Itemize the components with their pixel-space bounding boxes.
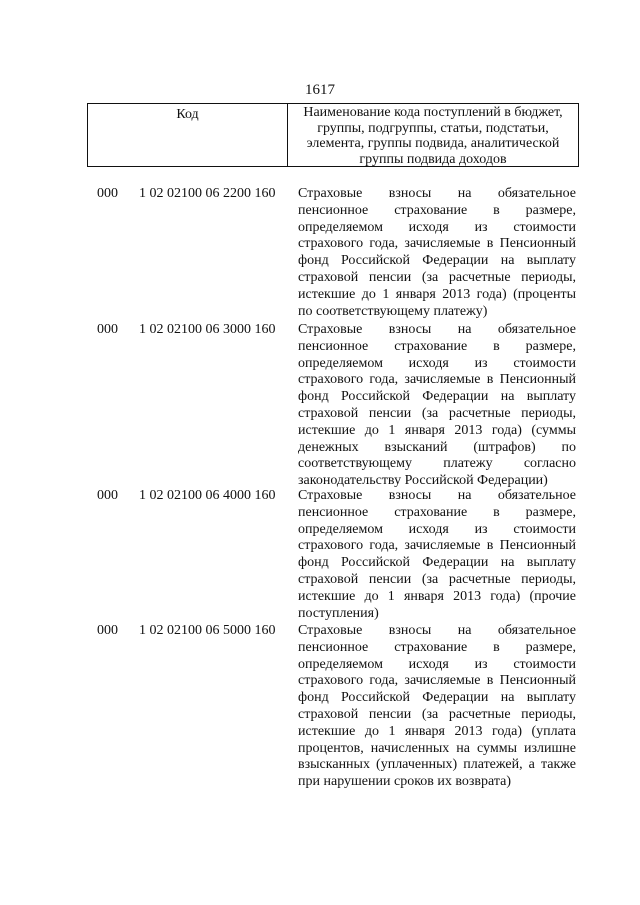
row-prefix: 000 <box>97 186 118 201</box>
row-code: 1 02 02100 06 3000 160 <box>139 322 276 337</box>
row-description: Страховые взносы на обязательное пенсионное страхование в размере, определяемом исходя из стоимости страхового года, зачисляемые в Пенсионный фонд Российской Федерации на выплату страховой пенсии (за расчетные периоды, истекшие до 1 января 2013 года) (проценты по соответствующему платежу) <box>298 186 576 319</box>
row-description: Страховые взносы на обязательное пенсионное страхование в размере, определяемом исходя из стоимости страхового года, зачисляемые в Пенсионный фонд Российской Федерации на выплату страховой пенсии (за расчетные периоды, истекшие до 1 января 2013 года) (уплата процентов, начисленных на суммы излишне взысканных (уплаченных) платежей, а также при нарушении сроков их возврата) <box>298 623 576 790</box>
row-prefix: 000 <box>97 623 118 638</box>
header-code-label: Код <box>88 104 288 166</box>
page-number: 1617 <box>305 82 335 98</box>
table-header <box>87 103 579 167</box>
row-code: 1 02 02100 06 4000 160 <box>139 488 276 503</box>
row-description: Страховые взносы на обязательное пенсионное страхование в размере, определяемом исходя из стоимости страхового года, зачисляемые в Пенсионный фонд Российской Федерации на выплату страховой пенсии (за расчетные периоды, истекшие до 1 января 2013 года) (прочие поступления) <box>298 488 576 621</box>
row-code: 1 02 02100 06 5000 160 <box>139 623 276 638</box>
row-code: 1 02 02100 06 2200 160 <box>139 186 276 201</box>
header-name-label: Наименование кода поступлений в бюджет, группы, подгруппы, статьи, подстатьи, элемента, группы подвида, аналитической группы подвида доходов <box>303 105 563 167</box>
row-prefix: 000 <box>97 488 118 503</box>
row-prefix: 000 <box>97 322 118 337</box>
row-description: Страховые взносы на обязательное пенсионное страхование в размере, определяемом исходя из стоимости страхового года, зачисляемые в Пенсионный фонд Российской Федерации на выплату страховой пенсии (за расчетные периоды, истекшие до 1 января 2013 года) (суммы денежных взысканий (штрафов) по соответствующему платежу согласно законодательству Российской Федерации) <box>298 322 576 489</box>
